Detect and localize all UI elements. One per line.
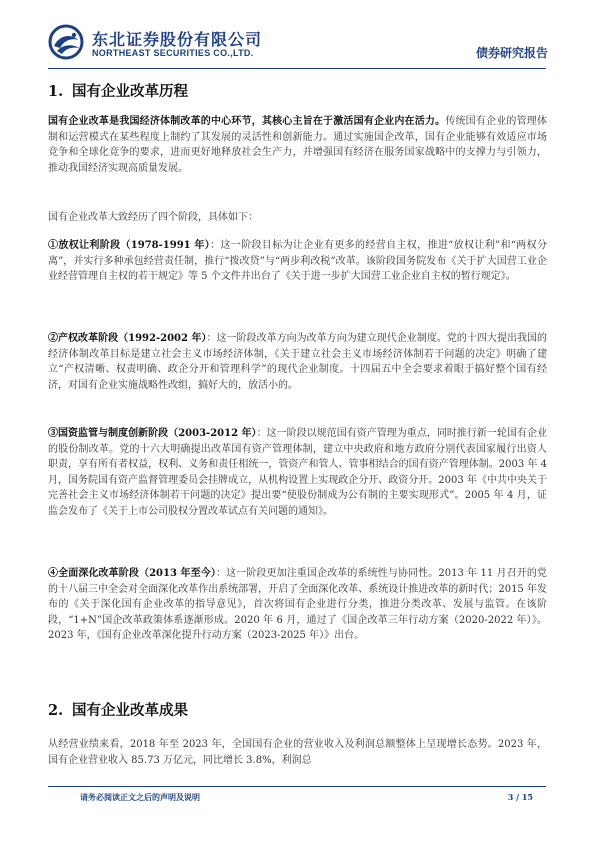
header-divider <box>48 68 546 69</box>
paragraph <box>48 210 547 226</box>
company-logo-icon <box>48 24 86 60</box>
stage-paragraph <box>48 331 547 393</box>
stage-paragraph <box>48 426 547 520</box>
section-heading <box>48 699 188 720</box>
page-header <box>48 24 548 64</box>
section-number: 2. <box>48 702 64 719</box>
stage-lead: ①放权让利阶段（1978-1991 年） <box>48 240 211 251</box>
section-title: 国有企业改革历程 <box>72 83 188 100</box>
section-heading <box>48 80 188 101</box>
stage-lead: ④全面深化改革阶段（2013 年至今） <box>48 568 216 579</box>
stage-paragraph <box>48 566 547 644</box>
paragraph-text: ：这一阶段改革方向为改革方向为建立现代企业制度。党的十四大提出我国的经济体制改革目标是建立社会主义市场经济体制，《关于建立社会主义市场经济体制若干问题的决定》明确了建立“产权清晰、权责明确、政企分开和管理科学”的现代企业制度。十四届五中全会要求着眼于搞好整个国有经济，对国有企业实施战略性改组，搞好大的，放活小的。 <box>48 333 548 391</box>
stage-paragraph <box>48 238 547 285</box>
footer-divider <box>48 786 546 787</box>
report-type-label: 债券研究报告 <box>475 46 548 60</box>
section-title: 国有企业改革成果 <box>72 702 188 719</box>
paragraph-text: ：这一阶段目标为让企业有更多的经营自主权，推进“放权让利”和“两权分离”，并实行多种承包经营责任制，推行“拨改贷”与“两步利改税”改革。该阶段国务院发布《关于扩大国营工业企业经营管理自主权的若干规定》等 5 个文件并出台了《关于进一步扩大国营工业企业自主权的暂行规定》。 <box>48 240 547 283</box>
paragraph-text: 国有企业改革大致经历了四个阶段，具体如下： <box>48 212 258 223</box>
paragraph <box>48 114 547 176</box>
paragraph-lead: 国有企业改革是我国经济体制改革的中心环节，其核心主旨在于激活国有企业内在活力。 <box>48 116 446 127</box>
paragraph-text: 从经营业绩来看，2018 年至 2023 年，全国国有企业的营业收入及利润总额整体上呈现增长态势。2023 年，国有企业营业收入 85.73 万亿元，同比增长 3.8%，利润总 <box>48 739 547 766</box>
paragraph <box>48 737 547 768</box>
paragraph-text: ：这一阶段以规范国有资产管理为重点，同时推行新一轮国有企业的股份制改革。党的十六大明确提出改革国有资产管理体制，建立中央政府和地方政府分别代表国家履行出资人职责，享有所有者权益，权利、义务和责任相统一，管资产和管人、管事相结合的国有资产管理体制。2003 年 4 月，国务院国有资产监督管理委员会挂牌成立，从机构设置上实现政企分开、政资分开。2003 年《中共中央关于完善社会主义市场经济体制若干问题的决定》提出要“使股份制成为公有制的主要实现形式”。2005 年 4 月，证监会发布了《关于上市公司股权分置改革试点有关问题的通知》。 <box>48 428 548 517</box>
paragraph-text: ：这一阶段更加注重国企改革的系统性与协同性。2013 年 11 月召开的党的十八届三中全会对全面深化改革作出系统部署，开启了全面深化改革、系统设计推进改革的新时代；2015 年发布的《关于深化国有企业改革的指导意见》，首次将国有企业进行分类，推进分类改革、发展与监管。在该阶段，“1+N”国企改革政策体系逐渐形成。2020 年 6 月，通过了《国企改革三年行动方案（2020-2022 年）》。2023 年，《国有企业改革深化提升行动方案（2023-2025 年）》出台。 <box>48 568 547 642</box>
stage-lead: ③国资监管与制度创新阶段（2003-2012 年） <box>48 428 257 439</box>
page-number: 3 / 15 <box>507 792 533 802</box>
company-name-en: NORTHEAST SECURITIES CO.,LTD. <box>92 48 254 58</box>
paragraph-text: 传统国有企业的管理体制和运营模式在某些程度上制约了其发展的灵活性和创新能力。通过实施国企改革，国有企业能够有效适应市场竞争和全球化竞争的要求，进而更好地释放社会生产力，并增强国有经济在服务国家战略中的支撑力与引领力，推动我国经济实现高质量发展。 <box>48 116 547 174</box>
stage-lead: ②产权改革阶段（1992-2002 年） <box>48 333 207 344</box>
section-number: 1. <box>48 83 64 100</box>
footer-disclaimer: 请务必阅读正文之后的声明及说明 <box>80 792 200 802</box>
company-name-cn: 东北证券股份有限公司 <box>92 30 263 49</box>
